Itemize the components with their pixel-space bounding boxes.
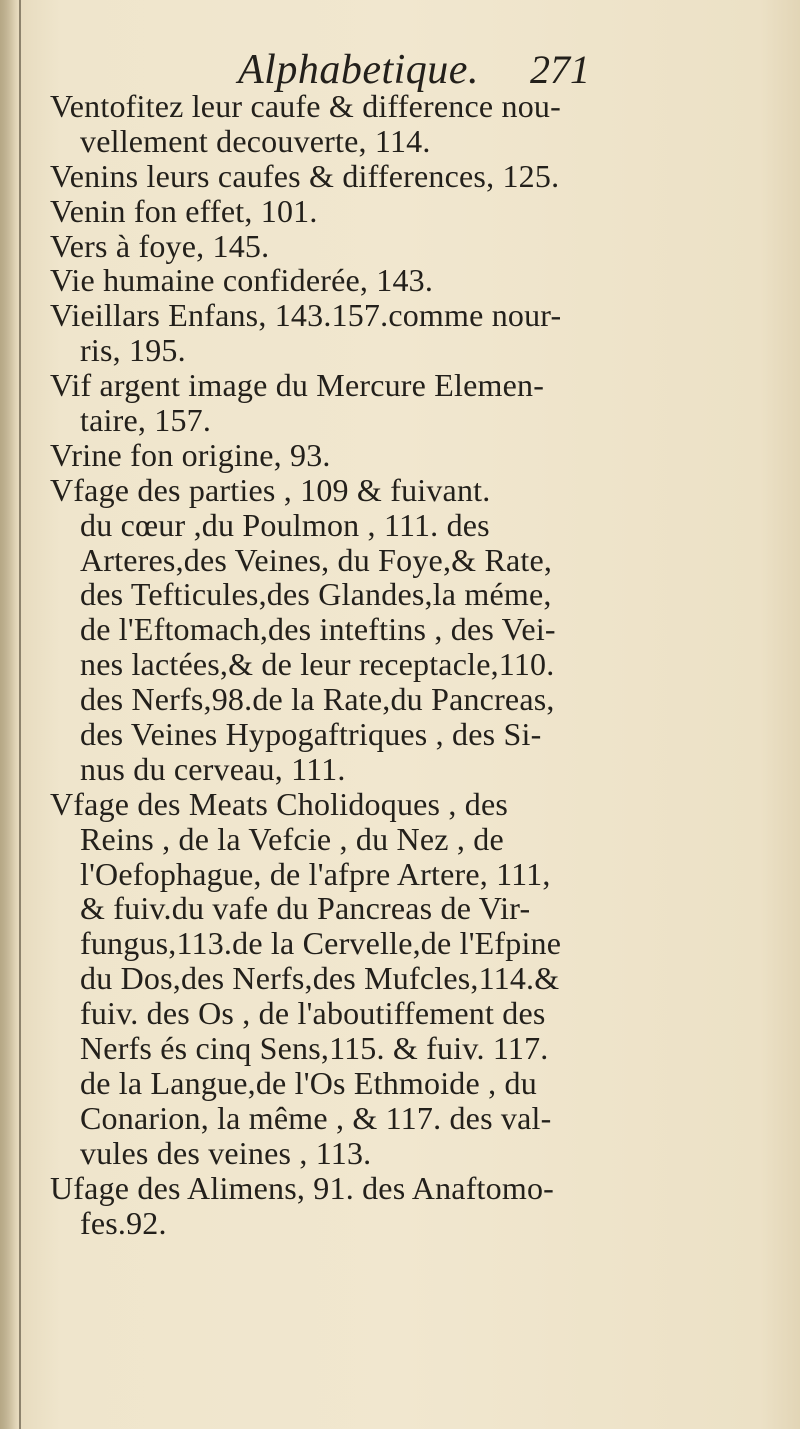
entry-line: Vers à foye, 145. <box>50 227 270 264</box>
entry-continuation-line: l'Oefophague, de l'afpre Artere, 111, <box>80 855 551 892</box>
entry-line: Venin fon effet, 101. <box>50 192 318 229</box>
entry-continuation-line: nes lactées,& de leur receptacle,110. <box>80 646 555 683</box>
index-entry <box>50 194 610 229</box>
entry-continuation-line: Nerfs és cinq Sens,115. & fuiv. 117. <box>80 1030 549 1067</box>
entry-line: Ufage des Alimens, 91. des Anaftomo- <box>50 1169 554 1206</box>
entry-continuation-line: fuiv. des Os , de l'aboutiffement des <box>80 995 546 1032</box>
index-entry <box>50 159 610 194</box>
index-entry <box>50 368 610 438</box>
entry-continuation-line: des Tefticules,des Glandes,la méme, <box>80 576 552 613</box>
page-number: 271 <box>530 47 590 92</box>
entry-continuation-line: ris, 195. <box>80 332 186 369</box>
entry-line: Vfage des Meats Cholidoques , des <box>50 785 509 822</box>
entry-continuation-line: & fuiv.du vafe du Pancreas de Vir- <box>80 890 531 927</box>
binding-edge <box>19 0 21 1429</box>
entry-line: Vfage des parties , 109 & fuivant. <box>50 471 491 508</box>
running-title: Alphabetique. <box>238 47 479 93</box>
entry-continuation-line: nus du cerveau, 111. <box>80 750 346 787</box>
entry-continuation-line: du Dos,des Nerfs,des Mufcles,114.& <box>80 960 560 997</box>
entry-line: Vieillars Enfans, 143.157.comme nour- <box>50 297 562 334</box>
entry-continuation-line: du cœur ,du Poulmon , 111. des <box>80 506 490 543</box>
entry-line: Venins leurs caufes & differences, 125. <box>50 157 560 194</box>
index-entry <box>50 1171 610 1241</box>
entry-continuation-line: vules des veines , 113. <box>80 1134 372 1171</box>
index-entry <box>50 298 610 368</box>
entry-continuation-line: taire, 157. <box>80 402 212 439</box>
entry-continuation-line: Reins , de la Vefcie , du Nez , de <box>80 820 504 857</box>
entry-continuation-line: Arteres,des Veines, du Foye,& Rate, <box>80 541 553 578</box>
binding-shadow <box>0 0 18 1429</box>
entry-continuation-line: fes.92. <box>80 1204 167 1241</box>
index-entry <box>50 787 610 1171</box>
entry-line: Vif argent image du Mercure Elemen- <box>50 367 545 404</box>
index-entry <box>50 263 610 298</box>
index-entry <box>50 473 610 787</box>
entry-continuation-line: des Veines Hypogaftriques , des Si- <box>80 716 542 753</box>
entry-continuation-line: Conarion, la même , & 117. des val- <box>80 1099 552 1136</box>
entry-continuation-line: des Nerfs,98.de la Rate,du Pancreas, <box>80 681 555 718</box>
entry-continuation-line: fungus,113.de la Cervelle,de l'Efpine <box>80 925 562 962</box>
index-entry <box>50 89 610 159</box>
entry-continuation-line: de l'Eftomach,des inteftins , des Vei- <box>80 611 556 648</box>
index-entry <box>50 438 610 473</box>
entry-line: Ventofitez leur caufe & difference nou- <box>50 88 561 124</box>
entry-line: Vie humaine confiderée, 143. <box>50 262 434 299</box>
index-entry <box>50 229 610 264</box>
entry-line: Vrine fon origine, 93. <box>50 436 331 473</box>
index-entries <box>50 89 610 1240</box>
entry-continuation-line: vellement decouverte, 114. <box>80 122 431 159</box>
entry-continuation-line: de la Langue,de l'Os Ethmoide , du <box>80 1064 537 1101</box>
